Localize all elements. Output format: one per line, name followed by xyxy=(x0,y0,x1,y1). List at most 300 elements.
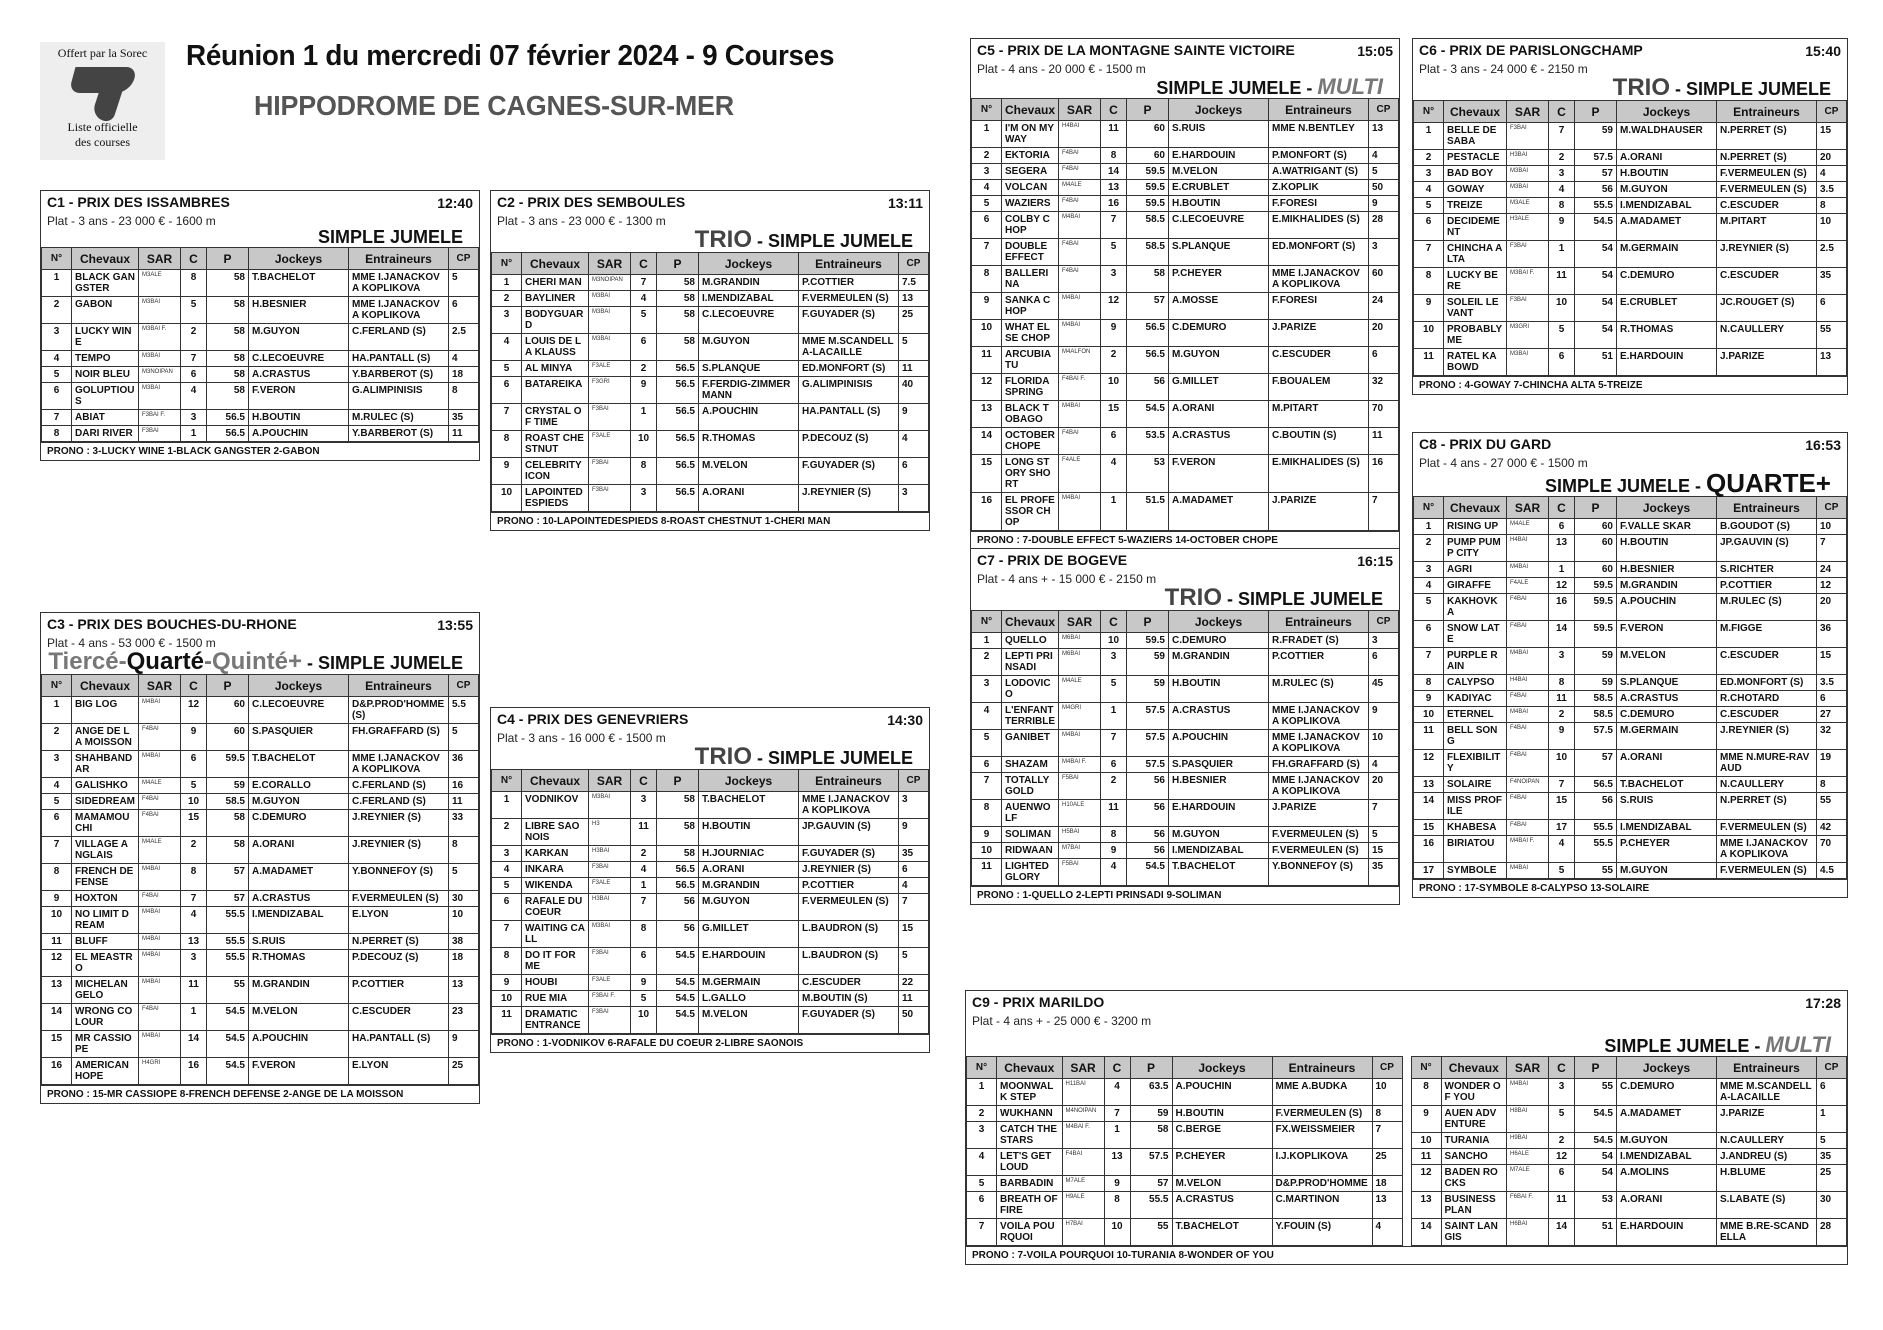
runner-cp: 3 xyxy=(899,485,929,512)
runner-p: 54.5 xyxy=(657,1007,699,1034)
column-header-no: N° xyxy=(1411,1057,1441,1079)
table-row xyxy=(972,730,1399,757)
runner-cp: 6 xyxy=(449,297,479,324)
runner-sar: F4BAI xyxy=(1059,196,1101,212)
runner-sar: M4BAI xyxy=(1059,212,1101,239)
race-conditions: Plat - 4 ans - 27 000 € - 1500 m xyxy=(1419,456,1588,470)
runner-sar: H6ALE xyxy=(1507,1149,1549,1165)
runner-trainer: J.PARIZE xyxy=(1717,1106,1817,1133)
runner-p: 55.5 xyxy=(207,907,249,934)
runner-p: 58 xyxy=(207,837,249,864)
runner-sar: M3BAI xyxy=(139,297,181,324)
runner-no: 6 xyxy=(492,894,522,921)
runner-jockey: G.MILLET xyxy=(1169,374,1269,401)
column-header-trainer: Entraineurs xyxy=(799,770,899,792)
runner-no: 5 xyxy=(972,730,1002,757)
runner-jockey: S.PLANQUE xyxy=(1617,675,1717,691)
runner-sar: F4BAI xyxy=(1062,1149,1104,1176)
column-header-c: C xyxy=(631,253,657,275)
runner-jockey: M.GUYON xyxy=(249,324,349,351)
runner-c: 1 xyxy=(1549,241,1575,268)
table-row xyxy=(1414,675,1847,691)
runner-trainer: FH.GRAFFARD (S) xyxy=(349,724,449,751)
runner-trainer: C.FERLAND (S) xyxy=(349,794,449,810)
runner-no: 10 xyxy=(972,320,1002,347)
runner-no: 3 xyxy=(492,846,522,862)
runner-no: 8 xyxy=(1411,1079,1441,1106)
runner-jockey: S.PASQUIER xyxy=(1169,757,1269,773)
runner-p: 57.5 xyxy=(1127,757,1169,773)
runner-horse: NO LIMIT DREAM xyxy=(72,907,139,934)
table-row xyxy=(1414,535,1847,562)
runner-sar: M3BAI xyxy=(1507,166,1549,182)
column-header-trainer: Entraineurs xyxy=(1272,1057,1372,1079)
runner-cp: 36 xyxy=(1817,621,1847,648)
race-header xyxy=(491,191,929,252)
runner-no: 14 xyxy=(972,428,1002,455)
column-header-cp: CP xyxy=(1817,1057,1847,1079)
runner-sar: F3GRI xyxy=(589,377,631,404)
runner-no: 15 xyxy=(42,1031,72,1058)
runner-sar: M4BAI F. xyxy=(1062,1122,1104,1149)
table-row xyxy=(492,334,929,361)
column-header-jockey: Jockeys xyxy=(1169,99,1269,121)
runner-c: 15 xyxy=(181,810,207,837)
prono-line: PRONO : 7-VOILA POURQUOI 10-TURANIA 8-WONDER OF YOU xyxy=(966,1246,1847,1264)
column-header-jockey: Jockeys xyxy=(249,248,349,270)
runner-no: 8 xyxy=(492,948,522,975)
table-row xyxy=(967,1122,1403,1149)
runner-p: 58 xyxy=(657,334,699,361)
runner-jockey: T.BACHELOT xyxy=(249,270,349,297)
runner-p: 51 xyxy=(1575,349,1617,376)
runner-c: 10 xyxy=(1549,750,1575,777)
column-header-trainer: Entraineurs xyxy=(349,675,449,697)
runner-sar: M3BAI xyxy=(589,307,631,334)
runner-cp: 11 xyxy=(449,426,479,442)
runner-trainer: M.PITART xyxy=(1269,401,1369,428)
runner-horse: AUENWOLF xyxy=(1002,800,1059,827)
runner-p: 58.5 xyxy=(207,794,249,810)
runner-cp: 7 xyxy=(1369,800,1399,827)
runner-cp: 25 xyxy=(449,1058,479,1085)
runner-c: 4 xyxy=(1101,455,1127,493)
runner-no: 11 xyxy=(42,934,72,950)
runner-cp: 32 xyxy=(1817,723,1847,750)
table-row xyxy=(1414,150,1847,166)
runner-no: 14 xyxy=(1411,1219,1441,1246)
runner-sar: M4ALE xyxy=(1059,180,1101,196)
runner-c: 13 xyxy=(1549,535,1575,562)
runner-c: 5 xyxy=(1549,863,1575,879)
runner-c: 3 xyxy=(1549,1079,1575,1106)
runner-p: 55.5 xyxy=(1575,820,1617,836)
runner-p: 54.5 xyxy=(1127,859,1169,886)
runner-sar: M3ALE xyxy=(139,270,181,297)
runner-jockey: H.BESNIER xyxy=(1617,562,1717,578)
table-row xyxy=(1414,707,1847,723)
column-header-jockey: Jockeys xyxy=(699,253,799,275)
table-row xyxy=(1414,621,1847,648)
runners-table xyxy=(966,1056,1403,1246)
runner-sar: F3BAI xyxy=(139,426,181,442)
runner-cp: 4 xyxy=(1817,166,1847,182)
column-header-no: N° xyxy=(42,248,72,270)
runner-sar: H4BAI xyxy=(1507,675,1549,691)
table-row xyxy=(1414,793,1847,820)
runner-no: 3 xyxy=(967,1122,997,1149)
runner-horse: OCTOBER CHOPE xyxy=(1002,428,1059,455)
runner-cp: 5 xyxy=(1369,164,1399,180)
runner-c: 11 xyxy=(1549,1192,1575,1219)
table-row xyxy=(1414,578,1847,594)
runner-sar: M4BAI xyxy=(1059,401,1101,428)
runner-no: 6 xyxy=(42,810,72,837)
runner-c: 6 xyxy=(1549,519,1575,535)
runner-cp: 70 xyxy=(1369,401,1399,428)
column-header-no: N° xyxy=(42,675,72,697)
runner-cp: 50 xyxy=(1369,180,1399,196)
runner-c: 5 xyxy=(181,778,207,794)
runner-p: 59.5 xyxy=(1127,164,1169,180)
column-header-horse: Chevaux xyxy=(1444,101,1507,123)
runner-trainer: C.ESCUDER xyxy=(1269,347,1369,374)
column-header-sar: SAR xyxy=(1059,611,1101,633)
runner-jockey: C.DEMURO xyxy=(1617,707,1717,723)
runner-sar: F4ALE xyxy=(1059,455,1101,493)
column-header-sar: SAR xyxy=(139,248,181,270)
runners-table xyxy=(971,98,1399,531)
runner-sar: M4ALFON xyxy=(1059,347,1101,374)
bet-type-label: SIMPLE JUMELE - xyxy=(1545,476,1707,496)
runner-trainer: M.RULEC (S) xyxy=(1269,676,1369,703)
runner-sar: M4BAI xyxy=(1507,562,1549,578)
runner-trainer: FX.WEISSMEIER xyxy=(1272,1122,1372,1149)
table-row xyxy=(967,1149,1403,1176)
runner-horse: LOUIS DE LA KLAUSS xyxy=(522,334,589,361)
runner-p: 55 xyxy=(1130,1219,1172,1246)
table-header-row xyxy=(972,611,1399,633)
runner-c: 3 xyxy=(181,950,207,977)
runner-horse: WONDER OF YOU xyxy=(1441,1079,1507,1106)
runner-p: 54 xyxy=(1575,295,1617,322)
runner-trainer: HA.PANTALL (S) xyxy=(349,1031,449,1058)
race-card-c9 xyxy=(965,990,1848,1265)
runner-horse: FLEXIBILITY xyxy=(1444,750,1507,777)
table-row xyxy=(492,307,929,334)
runner-cp: 7 xyxy=(899,894,929,921)
runner-no: 3 xyxy=(972,164,1002,180)
runner-c: 14 xyxy=(1101,164,1127,180)
runner-c: 1 xyxy=(181,1004,207,1031)
runner-trainer: MME I.JANACKOVA KOPLIKOVA xyxy=(349,751,449,778)
runner-jockey: H.BOUTIN xyxy=(1169,196,1269,212)
runner-trainer: F.VERMEULEN (S) xyxy=(1717,820,1817,836)
runner-p: 56.5 xyxy=(657,431,699,458)
runner-no: 14 xyxy=(42,1004,72,1031)
runner-no: 11 xyxy=(492,1007,522,1034)
runner-horse: COLBY CHOP xyxy=(1002,212,1059,239)
runner-sar: H6BAI xyxy=(1507,1219,1549,1246)
table-row xyxy=(1414,182,1847,198)
runner-horse: LAPOINTEDESPIEDS xyxy=(522,485,589,512)
runner-c: 13 xyxy=(1104,1149,1130,1176)
runner-sar: H3ALE xyxy=(1507,214,1549,241)
runner-p: 60 xyxy=(1575,562,1617,578)
runner-c: 7 xyxy=(1104,1106,1130,1122)
runner-cp: 28 xyxy=(1369,212,1399,239)
runner-horse: SNOW LATE xyxy=(1444,621,1507,648)
runner-trainer: MME B.RE-SCANDELLA xyxy=(1717,1219,1817,1246)
runner-sar: M4BAI xyxy=(1507,863,1549,879)
table-row xyxy=(972,320,1399,347)
runner-sar: F4BAI xyxy=(1059,239,1101,266)
runner-cp: 20 xyxy=(1817,150,1847,166)
runner-no: 8 xyxy=(972,266,1002,293)
runner-cp: 9 xyxy=(1369,703,1399,730)
runner-horse: BELL SONG xyxy=(1444,723,1507,750)
runner-horse: KARKAN xyxy=(522,846,589,862)
table-row xyxy=(492,431,929,458)
table-row xyxy=(972,180,1399,196)
runner-horse: LIGHTED GLORY xyxy=(1002,859,1059,886)
runner-cp: 9 xyxy=(899,819,929,846)
runner-trainer: ED.MONFORT (S) xyxy=(799,361,899,377)
runner-trainer: B.GOUDOT (S) xyxy=(1717,519,1817,535)
runner-c: 1 xyxy=(1104,1122,1130,1149)
runner-cp: 10 xyxy=(1369,730,1399,757)
runner-p: 58 xyxy=(657,291,699,307)
runner-sar: M4BAI xyxy=(139,950,181,977)
runner-p: 53 xyxy=(1127,455,1169,493)
bet-type-label: - SIMPLE JUMELE xyxy=(1221,589,1383,609)
table-row xyxy=(492,275,929,291)
runner-jockey: E.CORALLO xyxy=(249,778,349,794)
runner-c: 10 xyxy=(1104,1219,1130,1246)
runner-p: 54.5 xyxy=(657,975,699,991)
runner-no: 7 xyxy=(492,404,522,431)
race-conditions: Plat - 4 ans - 20 000 € - 1500 m xyxy=(977,62,1146,76)
runner-jockey: M.GRANDIN xyxy=(1169,649,1269,676)
runner-sar: H4BAI xyxy=(1507,535,1549,562)
runner-c: 14 xyxy=(181,1031,207,1058)
runner-c: 9 xyxy=(631,377,657,404)
table-row xyxy=(42,778,479,794)
runner-trainer: D&P.PROD'HOMME xyxy=(1272,1176,1372,1192)
runner-p: 59 xyxy=(1575,123,1617,150)
column-header-no: N° xyxy=(492,253,522,275)
runner-sar: H3 xyxy=(589,819,631,846)
runner-no: 3 xyxy=(972,676,1002,703)
runner-p: 54.5 xyxy=(207,1031,249,1058)
table-header-row xyxy=(42,675,479,697)
race-title: C8 - PRIX DU GARD xyxy=(1419,436,1552,452)
runner-no: 9 xyxy=(972,827,1002,843)
runner-c: 4 xyxy=(1549,836,1575,863)
race-conditions: Plat - 4 ans + - 15 000 € - 2150 m xyxy=(977,572,1157,586)
bet-type-label: SIMPLE JUMELE xyxy=(317,227,463,247)
runner-trainer: Y.BONNEFOY (S) xyxy=(349,864,449,891)
runner-c: 2 xyxy=(631,361,657,377)
runner-horse: BODYGUARD xyxy=(522,307,589,334)
runner-c: 12 xyxy=(1549,578,1575,594)
bet-types xyxy=(972,1034,1841,1056)
column-header-horse: Chevaux xyxy=(1002,99,1059,121)
runner-p: 59 xyxy=(1127,649,1169,676)
runner-trainer: F.VERMEULEN (S) xyxy=(1717,182,1817,198)
runner-no: 4 xyxy=(492,334,522,361)
runner-p: 56.5 xyxy=(657,878,699,894)
runner-trainer: F.VERMEULEN (S) xyxy=(799,894,899,921)
table-row xyxy=(972,212,1399,239)
runner-trainer: MME N.MURE-RAVAUD xyxy=(1717,750,1817,777)
table-row xyxy=(492,291,929,307)
runner-no: 2 xyxy=(42,297,72,324)
table-header-row xyxy=(1414,497,1847,519)
table-row xyxy=(972,293,1399,320)
runner-p: 59 xyxy=(1575,648,1617,675)
runner-jockey: S.RUIS xyxy=(249,934,349,950)
runner-p: 55 xyxy=(207,977,249,1004)
runner-no: 9 xyxy=(492,458,522,485)
runner-trainer: MME N.BENTLEY xyxy=(1269,121,1369,148)
runner-p: 58 xyxy=(207,367,249,383)
runner-horse: HOXTON xyxy=(72,891,139,907)
runner-jockey: M.GRANDIN xyxy=(249,977,349,1004)
runner-jockey: R.THOMAS xyxy=(249,950,349,977)
runner-cp: 18 xyxy=(1372,1176,1402,1192)
runner-no: 10 xyxy=(1414,322,1444,349)
runner-trainer: MME I.JANACKOVA KOPLIKOVA xyxy=(1269,266,1369,293)
runner-trainer: R.FRADET (S) xyxy=(1269,633,1369,649)
runner-p: 58 xyxy=(657,819,699,846)
runner-horse: PROBABLY ME xyxy=(1444,322,1507,349)
column-header-cp: CP xyxy=(1369,611,1399,633)
runner-sar: M3ALE xyxy=(1507,198,1549,214)
runner-jockey: A.CRASTUS xyxy=(249,367,349,383)
runner-horse: BIRIATOU xyxy=(1444,836,1507,863)
runner-no: 11 xyxy=(972,347,1002,374)
runner-sar: F3ALE xyxy=(589,975,631,991)
runner-p: 51.5 xyxy=(1127,493,1169,531)
runner-trainer: C.ESCUDER xyxy=(1717,198,1817,214)
runner-no: 1 xyxy=(42,697,72,724)
runner-sar: F3BAI xyxy=(589,458,631,485)
runner-jockey: R.THOMAS xyxy=(699,431,799,458)
runner-horse: BAYLINER xyxy=(522,291,589,307)
column-header-jockey: Jockeys xyxy=(699,770,799,792)
runner-jockey: I.MENDIZABAL xyxy=(249,907,349,934)
race-conditions: Plat - 4 ans + - 25 000 € - 3200 m xyxy=(972,1014,1152,1028)
runner-cp: 5 xyxy=(1817,1133,1847,1149)
runner-sar: M3GRI xyxy=(1507,322,1549,349)
runner-cp: 7 xyxy=(1817,535,1847,562)
runner-trainer: C.MARTINON xyxy=(1272,1192,1372,1219)
runner-cp: 10 xyxy=(1817,214,1847,241)
table-row xyxy=(972,800,1399,827)
table-row xyxy=(1411,1133,1847,1149)
column-header-jockey: Jockeys xyxy=(1617,101,1717,123)
runner-horse: LUCKY WINE xyxy=(72,324,139,351)
runner-c: 2 xyxy=(1549,1133,1575,1149)
runner-jockey: A.CRASTUS xyxy=(249,891,349,907)
column-header-sar: SAR xyxy=(1062,1057,1104,1079)
runner-p: 54.5 xyxy=(1575,1106,1617,1133)
runner-cp: 11 xyxy=(449,794,479,810)
runner-cp: 25 xyxy=(899,307,929,334)
runner-trainer: J.PARIZE xyxy=(1269,320,1369,347)
runner-sar: H3BAI xyxy=(1507,150,1549,166)
runner-jockey: M.VELON xyxy=(1617,648,1717,675)
horse-head-icon xyxy=(68,63,138,118)
runner-jockey: E.CRUBLET xyxy=(1617,295,1717,322)
runner-p: 58 xyxy=(657,275,699,291)
runner-trainer: F.GUYADER (S) xyxy=(799,458,899,485)
runner-horse: VODNIKOV xyxy=(522,792,589,819)
column-header-horse: Chevaux xyxy=(1444,497,1507,519)
runner-c: 2 xyxy=(1101,773,1127,800)
runner-sar: F4BAI xyxy=(139,1004,181,1031)
race-header xyxy=(971,39,1399,98)
runner-horse: VILLAGE ANGLAIS xyxy=(72,837,139,864)
runner-no: 1 xyxy=(42,270,72,297)
runner-horse: RUE MIA xyxy=(522,991,589,1007)
runner-sar: M3BAI F. xyxy=(1507,268,1549,295)
runner-p: 58 xyxy=(657,792,699,819)
column-header-horse: Chevaux xyxy=(1441,1057,1507,1079)
runner-trainer: E.MIKHALIDES (S) xyxy=(1269,212,1369,239)
race-title: C9 - PRIX MARILDO xyxy=(972,994,1105,1010)
runner-p: 56.5 xyxy=(657,485,699,512)
runner-sar: M4BAI xyxy=(139,907,181,934)
table-row xyxy=(492,485,929,512)
race-time: 17:28 xyxy=(1805,995,1841,1011)
runner-jockey: A.CRASTUS xyxy=(1172,1192,1272,1219)
runner-no: 1 xyxy=(972,121,1002,148)
column-header-jockey: Jockeys xyxy=(1617,1057,1717,1079)
table-row xyxy=(1414,648,1847,675)
table-row xyxy=(972,827,1399,843)
runner-no: 8 xyxy=(492,431,522,458)
table-row xyxy=(972,121,1399,148)
table-row xyxy=(42,426,479,442)
runner-no: 5 xyxy=(1414,594,1444,621)
runner-jockey: H.BOUTIN xyxy=(1617,166,1717,182)
runner-horse: SAINT LANGIS xyxy=(1441,1219,1507,1246)
table-row xyxy=(492,846,929,862)
runner-horse: LET'S GET LOUD xyxy=(997,1149,1063,1176)
runner-trainer: M.FIGGE xyxy=(1717,621,1817,648)
runner-cp: 32 xyxy=(1369,374,1399,401)
runner-horse: NOIR BLEU xyxy=(72,367,139,383)
runner-horse: GABON xyxy=(72,297,139,324)
runner-sar: M4BAI xyxy=(139,934,181,950)
race-title: C6 - PRIX DE PARISLONGCHAMP xyxy=(1419,42,1643,58)
table-row xyxy=(492,792,929,819)
runner-trainer: C.ESCUDER xyxy=(1717,268,1817,295)
runner-jockey: C.DEMURO xyxy=(1169,320,1269,347)
column-header-cp: CP xyxy=(449,248,479,270)
runner-cp: 1 xyxy=(1817,1106,1847,1133)
runner-trainer: J.REYNIER (S) xyxy=(1717,723,1817,750)
runner-horse: LONG STORY SHORT xyxy=(1002,455,1059,493)
runner-horse: CRYSTAL OF TIME xyxy=(522,404,589,431)
runner-jockey: A.ORANI xyxy=(699,862,799,878)
table-row xyxy=(972,676,1399,703)
runner-jockey: A.POUCHIN xyxy=(249,1031,349,1058)
runner-sar: M6BAI xyxy=(1059,633,1101,649)
column-header-sar: SAR xyxy=(589,770,631,792)
